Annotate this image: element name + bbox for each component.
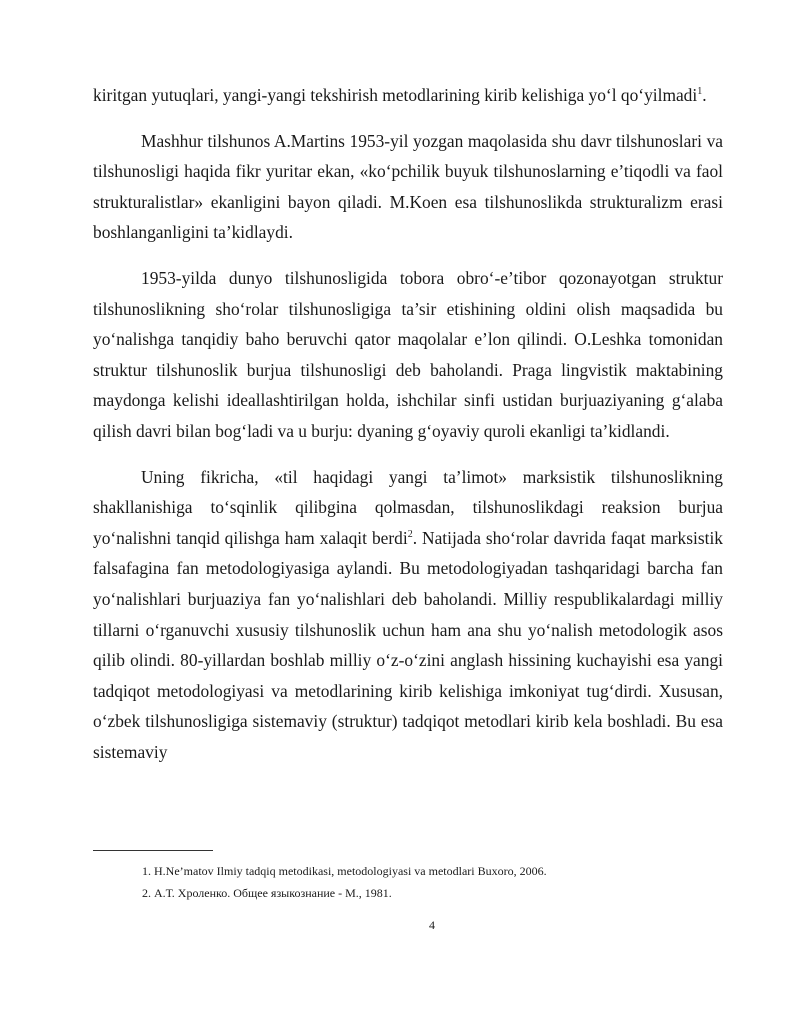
paragraph-tail: . <box>702 85 707 105</box>
footnotes <box>142 860 722 904</box>
paragraph-text: kiritgan yutuqlari, yangi-yangi tekshirish metodlarining kirib kelishiga yo‘l qo‘yilmadi <box>93 85 698 105</box>
page-number: 4 <box>429 918 435 932</box>
paragraph-1 <box>93 80 723 111</box>
footnote-1: 1. H.Ne’matov Ilmiy tadqiq metodikasi, metodologiyasi va metodlari Buxoro, 2006. <box>142 864 547 878</box>
paragraph-tail: . Natijada sho‘rolar davrida faqat marksistik falsafagina fan metodologiyasiga aylandi. Bu metodologiyadan tashqaridagi barcha fan yo‘nalishlari burjuaziya fan yo‘nalishlari deb baholandi. Milliy respublikalardagi milliy tillarni o‘rganuvchi xususiy tilshunoslik uchun ham ana shu yo‘nalish metodologik asos qilib olindi. 80-yillardan boshlab milliy o‘z-o‘zini anglash hissining kuchayishi esa yangi tadqiqot metodologiyasi va metodlarining kirib kelishiga imkoniyat tug‘dirdi. Xususan, o‘zbek tilshunosligiga sistemaviy (struktur) tadqiqot metodlari kirib kela boshladi. Bu esa sistemaviy <box>93 527 723 762</box>
paragraph-2 <box>93 126 723 248</box>
paragraph-text: Uning fikricha, «til haqidagi yangi ta’limot» marksistik tilshunoslikning shakllanishiga to‘sqinlik qilibgina qolmasdan, tilshunoslikdagi reaksion burjua yo‘nalishni tanqid qilishga ham xalaqit berdi <box>93 466 723 548</box>
paragraph-text: Mashhur tilshunos A.Martins 1953-yil yozgan maqolasida shu davr tilshunoslari va tilshunosligi haqida fikr yuritar ekan, «ko‘pchilik buyuk tilshunoslarning e’tiqodli va faol strukturalistlar» ekanligini bayon qiladi. M.Koen esa tilshunoslikda strukturalizm erasi boshlanganligini ta’kidlaydi. <box>93 130 723 243</box>
paragraph-text: 1953-yilda dunyo tilshunosligida tobora obro‘-e’tibor qozonayotgan struktur tilshunoslikning sho‘rolar tilshunosligiga ta’sir etishining oldini olish maqsadida bu yo‘nalishga tanqidiy baho beruvchi qator maqolalar e’lon qilindi. O.Leshka tomonidan struktur tilshunoslik burjua tilshunosligi deb baholandi. Praga lingvistik maktabining maydonga kelishi ideallashtirilgan holda, ishchilar sinfi ustidan burjuaziyaning g‘alaba qilish davri bilan bog‘ladi va u burju: dyaning g‘oyaviy quroli ekanligi ta’kidlandi. <box>93 267 723 441</box>
footnote-reference[interactable]: 1 <box>697 86 703 98</box>
footnote-separator <box>93 850 213 851</box>
footnote-reference[interactable]: 2 <box>407 528 413 540</box>
paragraph-3 <box>93 263 723 447</box>
paragraph-4 <box>93 462 723 768</box>
page-body <box>93 80 723 767</box>
footnote-2: 2. А.Т. Хроленко. Общее языкознание - М., 1981. <box>142 886 392 900</box>
